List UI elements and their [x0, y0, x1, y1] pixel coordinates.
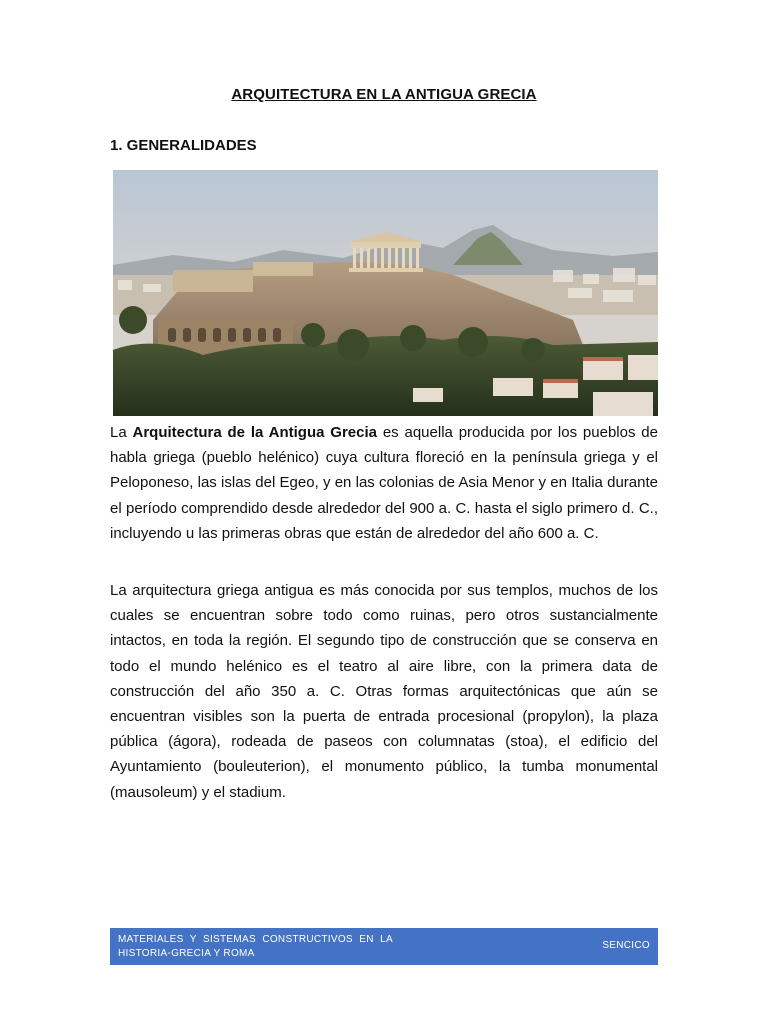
paragraph-intro-prefix: La: [110, 424, 133, 441]
paragraph-architecture: La arquitectura griega antigua es más conocida por sus templos, muchos de los cuales se encuentran sobre todo como ruinas, pero otros sustancialmente intactos, en toda la región. El segundo tipo de construcción que se conserva en todo el mundo helénico es el teatro al aire libre, con la primera data de construcción del año 350 a. C. Otras formas arquitectónicas que aún se encuentran visibles son la puerta de entrada procesional (propylon), la plaza pública (ágora), rodeada de paseos con columnatas (stoa), el edificio del Ayuntamiento (bouleuterion), el monumento público, la tumba monumental (mausoleum) y el stadium.: [110, 582, 658, 801]
section-heading: 1. GENERALIDADES: [110, 137, 257, 154]
paragraph-intro-rest: es aquella producida por los pueblos de habla griega (pueblo helénico) cuya cultura floreció en la península griega y el Peloponeso, las islas del Egeo, y en las colonias de Asia Menor y en Italia durante el período comprendido desde alrededor del 900 a. C. hasta el siglo primero d. C., incluyendo u las primeras obras que están de alrededor del año 600 a. C.: [110, 424, 658, 542]
document-title: ARQUITECTURA EN LA ANTIGUA GRECIA: [231, 86, 537, 103]
footer-course-title: MATERIALES Y SISTEMAS CONSTRUCTIVOS EN LA HISTORIA-GRECIA Y ROMA: [118, 934, 393, 959]
paragraph-intro-bold: Arquitectura de la Antigua Grecia: [132, 424, 377, 441]
page-footer: [110, 928, 658, 965]
acropolis-photo: [113, 170, 658, 416]
acropolis-illustration: [113, 170, 658, 416]
paragraph-intro: [110, 420, 658, 546]
footer-institution: SENCICO: [602, 940, 650, 951]
